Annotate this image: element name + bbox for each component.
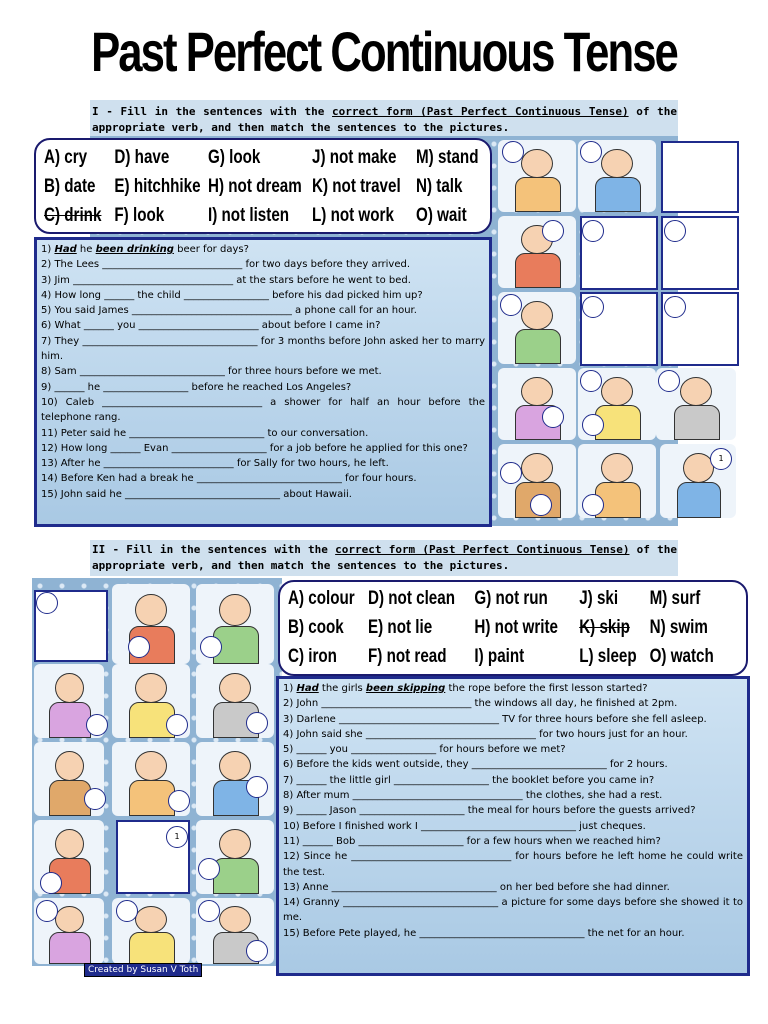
verb-option: L) not work (312, 205, 394, 226)
example-number-circle: 1 (710, 448, 732, 470)
verb-option: H) not dream (208, 176, 302, 197)
answer-circle (582, 296, 604, 318)
sentence: 3) Darlene ________________________________ TV for three hours before she fell asleep. (283, 713, 707, 725)
verb-option: N) swim (649, 617, 708, 638)
verb-option: H) not write (474, 617, 558, 638)
cartoon-figure (521, 377, 553, 406)
answer-circle (36, 900, 58, 922)
answer-circle (658, 370, 680, 392)
verb-option: L) sleep (579, 646, 637, 667)
verb-option: F) not read (368, 646, 447, 667)
verb-option: J) ski (579, 588, 619, 609)
verb-option: O) wait (416, 205, 467, 226)
verb-option: B) cook (288, 617, 344, 638)
page-title: Past Perfect Continuous Tense (91, 20, 677, 83)
sentence: 10) Before I finished work I _______________________________ just cheques. (283, 820, 646, 832)
answer-circle (500, 294, 522, 316)
cartoon-figure (219, 673, 251, 703)
answer-circle (500, 462, 522, 484)
cartoon-figure (219, 751, 251, 781)
answer-circle (542, 220, 564, 242)
sentence: 4) How long ______ the child _________________ before his dad picked him up? (41, 289, 423, 301)
verb-option: E) not lie (368, 617, 433, 638)
cartoon-figure (135, 594, 167, 626)
part1-verb-list (44, 143, 479, 233)
cartoon-figure (601, 149, 633, 178)
cartoon-picture (196, 820, 274, 894)
cartoon-figure (219, 594, 251, 626)
cartoon-figure (135, 906, 167, 933)
part1-sentences-box (34, 237, 492, 527)
part2-sentences-box (276, 676, 750, 976)
part2-instructions: II - Fill in the sentences with the correct form (Past Perfect Continuous Tense) of the appropriate verb, and then match the sentences to the pictures. (92, 543, 678, 572)
verb-option: K) not travel (312, 176, 401, 197)
answer-circle (116, 900, 138, 922)
sentence: 7) They ___________________________________ for 3 months before John asked her to marry him. (41, 335, 485, 363)
cartoon-figure (601, 377, 633, 406)
verb-option: E) hitchhike (114, 176, 201, 197)
sentence: 13) After he __________________________ for Sally for two hours, he left. (41, 458, 389, 470)
verb-option: J) not make (312, 147, 397, 168)
sentence: 6) What ______ you ________________________ about before I came in? (41, 320, 381, 332)
verb-option: M) stand (416, 147, 479, 168)
answer-circle (582, 220, 604, 242)
answer-circle (168, 790, 190, 812)
sentence: 7) ______ the little girl ___________________ the booklet before you came in? (283, 774, 655, 786)
sentence: 2) John ______________________________ the windows all day, he finished at 2pm. (283, 698, 678, 710)
sentence: 15) John said he _______________________________ about Hawaii. (41, 488, 352, 500)
verb-option: I) paint (474, 646, 525, 667)
sentence: 3) Jim ________________________________ at the stars before he went to bed. (41, 274, 411, 286)
cartoon-figure-body (213, 858, 259, 893)
sentence: 15) Before Pete played, he _________________________________ the net for an hour. (283, 927, 685, 939)
answer-circle (200, 636, 222, 658)
answer-circle (86, 714, 108, 736)
verb-option-example: C) drink (44, 205, 102, 226)
part2-sentence-list (279, 679, 747, 943)
answer-circle (580, 141, 602, 163)
sentence: 5) ______ you _________________ for hours before we met? (283, 744, 566, 756)
part1-instructions: I - Fill in the sentences with the correct form (Past Perfect Continuous Tense) of the appropriate verb, and then match the sentences to the pictures. (92, 105, 677, 134)
cartoon-figure (680, 377, 712, 406)
cartoon-figure (219, 829, 251, 859)
verb-option: F) look (114, 205, 165, 226)
cartoon-figure (55, 906, 84, 933)
cartoon-figure-body (515, 177, 561, 211)
verb-option: A) colour (288, 588, 355, 609)
sentence: 9) ______ Jason _____________________ the meal for hours before the guests arrived? (283, 805, 696, 817)
verb-option: I) not listen (208, 205, 290, 226)
sentence: 12) How long ______ Evan ___________________ for a job before he applied for this one? (41, 442, 468, 454)
verb-option: N) talk (416, 176, 463, 197)
cartoon-figure (601, 453, 633, 483)
verb-option: G) not run (474, 588, 548, 609)
verb-option: M) surf (649, 588, 701, 609)
cartoon-picture (498, 368, 576, 440)
verb-option: C) iron (288, 646, 337, 667)
sentence: 8) After mum __________________________________ the clothes, she had a rest. (283, 790, 663, 802)
answer-circle (40, 872, 62, 894)
sentence-example: 1) Had the girls been skipping the rope before the first lesson started? (283, 683, 648, 694)
answer-circle (664, 220, 686, 242)
author-credit: Created by Susan V Toth (84, 963, 202, 977)
sentence: 14) Granny _______________________________ a picture for some days before she showed it to me. (283, 897, 743, 924)
sentence: 11) Peter said he ___________________________ to our conversation. (41, 427, 369, 439)
cartoon-figure (55, 673, 84, 703)
answer-circle (166, 714, 188, 736)
sentence-example: 1) Had he been drinking beer for days? (41, 244, 249, 255)
answer-circle (582, 494, 604, 516)
cartoon-figure (521, 149, 553, 178)
verb-option: D) have (114, 147, 170, 168)
cartoon-figure (55, 829, 84, 859)
cartoon-figure (521, 453, 553, 483)
answer-circle (246, 940, 268, 962)
verb-option-example: K) skip (579, 617, 630, 638)
cartoon-figure-body (677, 482, 722, 517)
answer-circle (582, 414, 604, 436)
answer-circle (198, 900, 220, 922)
cartoon-figure-body (49, 702, 90, 737)
example-number-circle: 1 (166, 826, 188, 848)
answer-circle (84, 788, 106, 810)
sentence: 12) Since he ________________________________ for hours before he left home he could write the test. (283, 851, 743, 878)
answer-circle (664, 296, 686, 318)
sentence: 10) Caleb ________________________________ a shower for half an hour before the telephone rang. (41, 396, 485, 424)
verb-option: G) look (208, 147, 261, 168)
cartoon-figure (219, 906, 251, 933)
answer-circle (128, 636, 150, 658)
sentence: 13) Anne _________________________________ on her bed before she had dinner. (283, 881, 670, 893)
cartoon-figure-body (129, 932, 175, 964)
verb-option: B) date (44, 176, 96, 197)
answer-circle (542, 406, 564, 428)
sentence: 4) John said she __________________________________ for two hours just for an hour. (283, 728, 688, 740)
cartoon-picture (498, 216, 576, 288)
answer-circle (530, 494, 552, 516)
sentence: 6) Before the kids went outside, they ___________________________ for 2 hours. (283, 759, 668, 771)
verb-option: A) cry (44, 147, 88, 168)
answer-box (661, 141, 739, 213)
cartoon-figure (55, 751, 84, 781)
cartoon-figure-body (674, 405, 721, 439)
cartoon-figure (521, 301, 553, 330)
cartoon-figure (135, 751, 167, 781)
sentence: 2) The Lees ____________________________ for two days before they arrived. (41, 259, 411, 271)
answer-circle (246, 776, 268, 798)
sentence: 11) ______ Bob _____________________ for a few hours when we reached him? (283, 835, 661, 847)
sentence: 8) Sam _____________________________ for three hours before we met. (41, 366, 382, 378)
cartoon-picture (112, 584, 190, 664)
cartoon-figure-body (515, 253, 561, 287)
sentence: 9) ______ he _________________ before he reached Los Angeles? (41, 381, 352, 393)
cartoon-figure-body (49, 932, 90, 964)
cartoon-figure-body (595, 177, 641, 211)
verb-option: O) watch (649, 646, 714, 667)
cartoon-figure-body (515, 329, 561, 363)
answer-circle (198, 858, 220, 880)
cartoon-figure (135, 673, 167, 703)
answer-circle (246, 712, 268, 734)
answer-circle (580, 370, 602, 392)
answer-circle (36, 592, 58, 614)
part1-sentence-list (37, 240, 489, 504)
sentence: 5) You said James ________________________________ a phone call for an hour. (41, 305, 417, 317)
part2-verb-list (288, 584, 720, 674)
answer-circle (502, 141, 524, 163)
verb-option: D) not clean (368, 588, 455, 609)
sentence: 14) Before Ken had a break he _____________________________ for four hours. (41, 473, 417, 485)
